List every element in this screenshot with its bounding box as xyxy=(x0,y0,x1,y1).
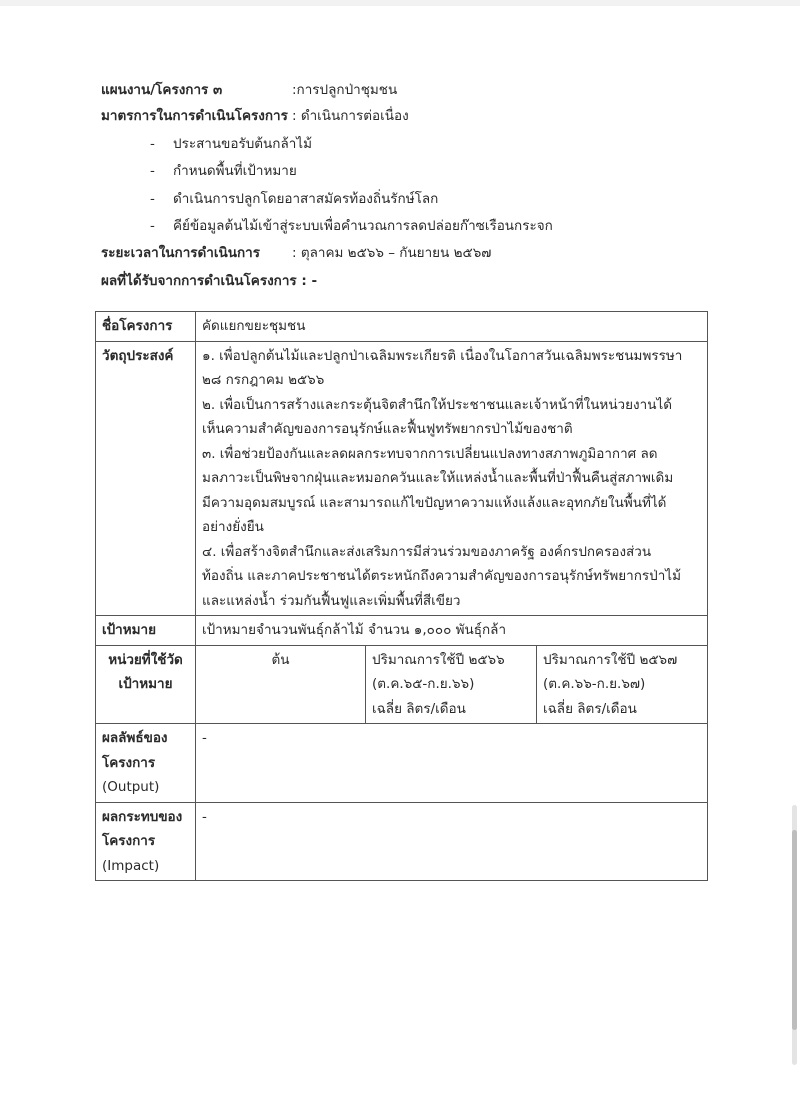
plan-value: :การปลูกป่าชุมชน xyxy=(292,82,398,98)
usage-2567: ปริมาณการใช้ปี ๒๕๖๗ (ต.ค.๖๖-ก.ย.๖๗) เฉลี่ย ลิตร/เดือน xyxy=(537,645,708,724)
objective-item: ๑. เพื่อปลูกต้นไม้และปลูกป่าเฉลิมพระเกียรติ เนื่องในโอกาสวันเฉลิมพระชนมพรรษา ๒๘ กรกฎาคม ๒๕๖๖ xyxy=(202,347,683,388)
table-row xyxy=(96,645,708,724)
table-row xyxy=(96,724,708,803)
bullet-dash: - xyxy=(150,136,155,152)
unit-label: หน่วยที่ใช้วัด เป้าหมาย xyxy=(96,645,196,724)
bullet-item: คีย์ข้อมูลต้นไม้เข้าสู่ระบบเพื่อคำนวณการลดปล่อยก๊าซเรือนกระจก xyxy=(173,218,553,234)
plan-label: แผนงาน/โครงการ ๓ xyxy=(101,82,223,98)
objective-label: วัตถุประสงค์ xyxy=(96,341,196,616)
target-value: เป้าหมายจำนวนพันธุ์กล้าไม้ จำนวน ๑,๐๐๐ พันธุ์กล้า xyxy=(196,616,708,646)
output-label: ผลลัพธ์ของ โครงการ (Output) xyxy=(96,724,196,803)
table-row xyxy=(96,341,708,616)
top-bar xyxy=(0,0,800,6)
unit-value: ต้น xyxy=(196,645,366,724)
table-row xyxy=(96,616,708,646)
objective-item: ๒. เพื่อเป็นการสร้างและกระตุ้นจิตสำนึกให้ประชาชนและเจ้าหน้าที่ในหน่วยงานได้ เห็นความสำคัญของการอนุรักษ์และฟื้นฟูทรัพยากรป่าไม้ของชาติ xyxy=(202,396,673,437)
objective-item: ๔. เพื่อสร้างจิตสำนึกและส่งเสริมการมีส่วนร่วมของภาครัฐ องค์กรปกครองส่วน ท้องถิ่น และภาคประชาชนได้ตระหนักถึงความสำคัญของการอนุรักษ์ทรัพยากรป่าไม้ และแหล่งน้ำ ร่วมกันฟื้นฟูและเพิ่มพื้นที่สีเขียว xyxy=(202,543,681,609)
period-value: : ตุลาคม ๒๕๖๖ – กันยายน ๒๕๖๗ xyxy=(292,245,492,261)
bullet-dash: - xyxy=(150,191,155,207)
output-value: - xyxy=(196,724,708,803)
table-row xyxy=(96,802,708,881)
usage-2566: ปริมาณการใช้ปี ๒๕๖๖ (ต.ค.๖๕-ก.ย.๖๖) เฉลี่ย ลิตร/เดือน xyxy=(366,645,537,724)
objective-list xyxy=(196,341,708,616)
measures-value: : ดำเนินการต่อเนื่อง xyxy=(292,108,409,124)
bullet-dash: - xyxy=(150,218,155,234)
impact-value: - xyxy=(196,802,708,881)
bullet-item: กำหนดพื้นที่เป้าหมาย xyxy=(173,163,297,179)
impact-label: ผลกระทบของ โครงการ (Impact) xyxy=(96,802,196,881)
period-label: ระยะเวลาในการดำเนินการ xyxy=(101,245,260,261)
scrollbar-thumb[interactable] xyxy=(792,830,797,1030)
target-label: เป้าหมาย xyxy=(96,616,196,646)
result-label: ผลที่ได้รับจากการดำเนินโครงการ : - xyxy=(101,273,318,289)
project-table xyxy=(95,311,708,881)
bullet-item: ดำเนินการปลูกโดยอาสาสมัครท้องถิ่นรักษ์โลก xyxy=(173,191,439,207)
measures-label: มาตรการในการดำเนินโครงการ xyxy=(101,108,288,124)
table-row xyxy=(96,312,708,342)
bullet-dash: - xyxy=(150,163,155,179)
project-name-value: คัดแยกขยะชุมชน xyxy=(196,312,708,342)
project-name-label: ชื่อโครงการ xyxy=(96,312,196,342)
objective-item: ๓. เพื่อช่วยป้องกันและลดผลกระทบจากการเปลี่ยนแปลงทางสภาพภูมิอากาศ ลด มลภาวะเป็นพิษจากฝุ่นและหมอกควันและให้แหล่งน้ำและพื้นที่ป่าฟื้นคืนสู่สภาพเดิม มีความอุดมสมบูรณ์ และสามารถแก้ไขปัญหาความแห้งแล้งและอุทกภัยในพื้นที่ได้ อย่างยั่งยืน xyxy=(202,445,674,535)
bullet-item: ประสานขอรับต้นกล้าไม้ xyxy=(173,136,312,152)
